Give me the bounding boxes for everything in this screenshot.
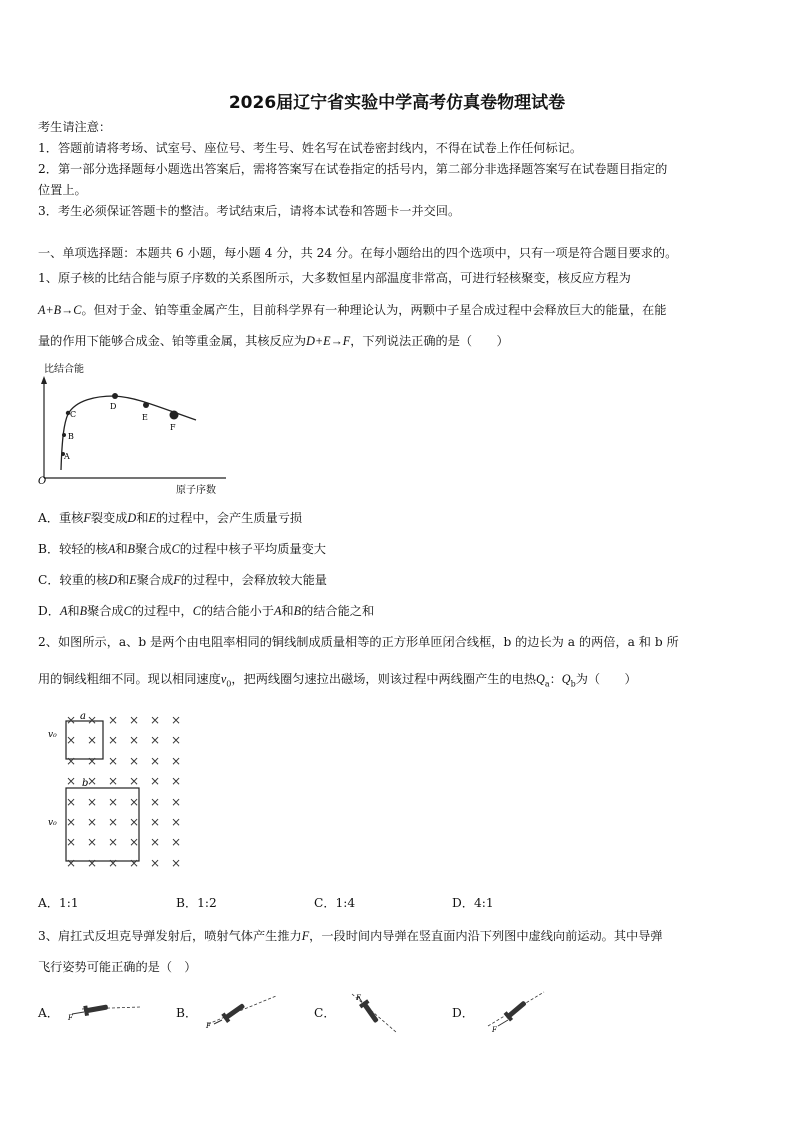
option-var: F <box>173 573 181 587</box>
binding-energy-chart <box>36 358 236 498</box>
option-var: A <box>59 604 68 618</box>
force-arrow <box>498 1020 508 1026</box>
magnetic-field-figure <box>44 706 194 874</box>
chart-curve <box>61 396 196 470</box>
field-mark-0-0: × <box>66 713 77 727</box>
force-label: F <box>356 994 361 1002</box>
option-var: B <box>79 604 88 618</box>
option-text: 和 <box>67 604 80 618</box>
option-var: B <box>127 542 135 556</box>
option-var: A <box>107 542 116 556</box>
field-mark-5-2: × <box>108 815 119 829</box>
field-mark-7-0: × <box>66 856 77 870</box>
field-mark-3-3: × <box>129 774 140 788</box>
field-mark-7-3: × <box>129 856 140 870</box>
option-label: B． <box>38 542 60 556</box>
field-mark-4-5: × <box>171 795 182 809</box>
force-label: F <box>68 1014 73 1022</box>
q1-line-3 <box>38 333 758 349</box>
option-var: D <box>127 511 137 525</box>
field-mark-0-4: × <box>150 713 161 727</box>
field-mark-6-4: × <box>150 835 161 849</box>
option-text: 聚合成 <box>87 604 124 618</box>
q1-option-c[interactable] <box>38 572 327 588</box>
field-mark-2-1: × <box>87 754 98 768</box>
field-mark-5-5: × <box>171 815 182 829</box>
q3-text: ，一段时间内导弹在竖直面内沿下列图中虚线向前运动。其中导弹 <box>309 929 663 943</box>
field-mark-3-2: × <box>108 774 119 788</box>
force-arrow <box>214 1020 222 1024</box>
missile-figure-a <box>62 996 142 1026</box>
option-label: A． <box>38 511 59 525</box>
field-mark-5-0: × <box>66 815 77 829</box>
point-e-label: E <box>142 413 148 422</box>
option-text: 和 <box>115 542 128 556</box>
point-b <box>62 433 66 437</box>
option-text: 重核 <box>59 511 84 525</box>
q1-equation-1: A+B→C <box>38 303 82 317</box>
field-mark-3-0: × <box>66 774 77 788</box>
q1-option-a[interactable] <box>38 510 302 526</box>
field-mark-6-0: × <box>66 835 77 849</box>
field-mark-0-1: × <box>87 713 98 727</box>
chart-x-label: 原子序数 <box>176 485 216 496</box>
q3-line-2: 飞行姿势可能正确的是（ ） <box>38 960 197 974</box>
option-var: B <box>293 604 302 618</box>
missile-icon <box>504 998 529 1021</box>
q1-option-d[interactable] <box>38 603 374 619</box>
option-var: D <box>108 573 118 587</box>
option-var: F <box>83 511 91 525</box>
field-mark-0-5: × <box>171 713 182 727</box>
page-title: 2026届辽宁省实验中学高考仿真卷物理试卷 <box>228 93 566 113</box>
q2-text: 用的铜线粗细不同。现以相同速度 <box>38 672 221 686</box>
q2-line-1: 2、如图所示，a、b 是两个由电阻率相同的铜线制成质量相等的正方形单匝闭合线框，b 的边长为 a 的两倍，a 和 b 所 <box>38 635 679 649</box>
q2-velocity: v <box>220 672 227 686</box>
q2-option-a[interactable]: A．1:1 <box>38 896 79 910</box>
q1-line-1: 1、原子核的比结合能与原子序数的关系图所示，大多数恒星内部温度非常高，可进行轻核聚变，核反应方程为 <box>38 271 631 285</box>
option-text: 较轻的核 <box>59 542 108 556</box>
chart-origin: O <box>38 476 47 487</box>
option-text: 的结合能之和 <box>301 604 375 618</box>
field-mark-2-5: × <box>171 754 182 768</box>
q2-heat-b: Q <box>561 672 571 686</box>
field-mark-3-1: × <box>87 774 98 788</box>
point-d-label: D <box>110 402 117 411</box>
q3-force: F <box>301 929 310 943</box>
field-mark-1-0: × <box>66 733 77 747</box>
q2-option-d[interactable]: D．4:1 <box>452 896 494 910</box>
field-mark-4-2: × <box>108 795 119 809</box>
option-text: 和 <box>281 604 294 618</box>
option-text: 的过程中，会产生质量亏损 <box>155 511 303 525</box>
point-e <box>143 402 149 408</box>
field-mark-3-5: × <box>171 774 182 788</box>
field-mark-5-4: × <box>150 815 161 829</box>
option-var: C <box>192 604 201 618</box>
field-mark-4-3: × <box>129 795 140 809</box>
notice-item-2-cont: 位置上。 <box>38 183 87 197</box>
option-var: C <box>171 542 180 556</box>
field-mark-2-0: × <box>66 754 77 768</box>
option-var: E <box>148 511 156 525</box>
missile-figure-c <box>340 990 410 1034</box>
field-mark-4-1: × <box>87 795 98 809</box>
notice-heading: 考生请注意： <box>38 120 112 134</box>
field-mark-5-3: × <box>129 815 140 829</box>
q2-line-2 <box>38 671 758 692</box>
missile-figure-b <box>200 990 280 1030</box>
option-text: 的过程中核子平均质量变大 <box>179 542 326 556</box>
field-mark-2-3: × <box>129 754 140 768</box>
field-mark-1-4: × <box>150 733 161 747</box>
field-mark-4-4: × <box>150 795 161 809</box>
field-mark-1-3: × <box>129 733 140 747</box>
field-mark-6-1: × <box>87 835 98 849</box>
field-mark-2-2: × <box>108 754 119 768</box>
point-a-label: A <box>64 452 70 461</box>
section-heading: 一、单项选择题：本题共 6 小题，每小题 4 分，共 24 分。在每小题给出的四个选项中，只有一项是符合题目要求的。 <box>38 246 678 260</box>
field-mark-0-2: × <box>108 713 119 727</box>
point-f <box>170 411 179 420</box>
chart-y-label: 比结合能 <box>44 364 84 375</box>
q3-line-1 <box>38 928 758 944</box>
coil-a-label: a <box>80 711 86 722</box>
option-var: E <box>129 573 137 587</box>
q2-colon: ： <box>549 672 562 686</box>
option-text: 的过程中，会释放较大能量 <box>180 573 327 587</box>
field-mark-6-3: × <box>129 835 140 849</box>
option-label: D． <box>38 604 60 618</box>
field-mark-2-4: × <box>150 754 161 768</box>
point-c-label: C <box>70 410 77 419</box>
q1-line-2 <box>38 302 758 318</box>
option-text: 的结合能小于 <box>200 604 274 618</box>
option-label: C． <box>38 573 60 587</box>
q3-option-c[interactable]: C． <box>314 1006 336 1020</box>
force-arrow <box>72 1012 84 1014</box>
q2-option-b[interactable]: B．1:2 <box>176 896 217 910</box>
q1-line-3-text: 量的作用下能够合成金、铂等重金属，其核反应为 <box>38 334 307 348</box>
force-label: F <box>492 1026 497 1034</box>
option-text: 和 <box>117 573 130 587</box>
missile-icon <box>221 1001 246 1023</box>
field-mark-7-1: × <box>87 856 98 870</box>
q1-line-3-tail: ，下列说法正确的是（ ） <box>350 334 509 348</box>
q2-velocity-sub: 0 <box>226 679 232 689</box>
notice-item-3: 3．考生必须保证答题卡的整洁。考试结束后，请将本试卷和答题卡一并交回。 <box>38 204 461 218</box>
option-text: 聚合成 <box>135 542 172 556</box>
option-text: 较重的核 <box>59 573 109 587</box>
field-mark-1-1: × <box>87 733 98 747</box>
field-mark-1-5: × <box>171 733 182 747</box>
field-mark-7-4: × <box>150 856 161 870</box>
q2-text: ，把两线圈匀速拉出磁场，则该过程中两线圈产生的电热 <box>231 672 537 686</box>
option-text: 和 <box>136 511 149 525</box>
notice-item-2: 2．第一部分选择题每小题选出答案后，需将答案写在试卷指定的括号内，第二部分非选择题答案写在试卷题目指定的 <box>38 162 668 176</box>
field-mark-3-4: × <box>150 774 161 788</box>
velocity-b-label: v₀ <box>48 818 57 828</box>
field-mark-0-3: × <box>129 713 140 727</box>
force-label: F <box>206 1022 211 1030</box>
q2-heat-a: Q <box>536 672 545 686</box>
chart-y-arrow <box>41 376 47 384</box>
point-b-label: B <box>68 432 74 441</box>
q3-option-d[interactable]: D． <box>452 1006 474 1020</box>
field-mark-5-1: × <box>87 815 98 829</box>
field-mark-6-2: × <box>108 835 119 849</box>
q3-text: 3、肩扛式反坦克导弹发射后，喷射气体产生推力 <box>38 929 302 943</box>
option-text: 聚合成 <box>136 573 174 587</box>
option-text: 裂变成 <box>90 511 128 525</box>
option-var: A <box>273 604 282 618</box>
option-text: 的过程中， <box>131 604 193 618</box>
q2-option-c[interactable]: C．1:4 <box>314 896 356 910</box>
q3-option-b[interactable]: B． <box>176 1006 198 1020</box>
missile-icon <box>83 1002 108 1016</box>
velocity-a-label: v₀ <box>48 730 57 740</box>
field-mark-7-2: × <box>108 856 119 870</box>
coil-b-label: b <box>82 778 89 789</box>
point-d <box>112 393 118 399</box>
q1-equation-2: D+E→F <box>306 334 351 348</box>
q1-option-b[interactable] <box>38 541 326 557</box>
q1-line-2-text: 。但对于金、铂等重金属产生，目前科学界有一种理论认为，两颗中子星合成过程中会释放巨大的能量，在能 <box>81 303 667 317</box>
trajectory-line <box>208 996 276 1024</box>
field-mark-1-2: × <box>108 733 119 747</box>
field-mark-4-0: × <box>66 795 77 809</box>
option-var: C <box>123 604 132 618</box>
field-mark-7-5: × <box>171 856 182 870</box>
point-f-label: F <box>170 423 176 432</box>
q2-heat-b-sub: b <box>570 679 576 689</box>
field-mark-6-5: × <box>171 835 182 849</box>
missile-icon <box>359 999 381 1024</box>
q2-text: 为（ ） <box>575 672 637 686</box>
missile-figure-d <box>480 988 550 1034</box>
notice-item-1: 1．答题前请将考场、试室号、座位号、考生号、姓名写在试卷密封线内，不得在试卷上作任何标记。 <box>38 141 583 155</box>
q2-heat-a-sub: a <box>544 679 550 689</box>
q3-option-a[interactable]: A． <box>38 1006 59 1020</box>
